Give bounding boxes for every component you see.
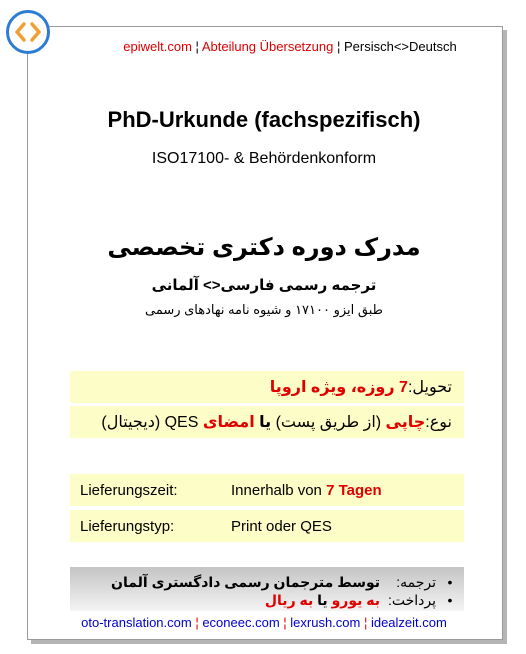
link-oto-translation[interactable]: oto-translation.com: [81, 615, 192, 630]
fa-type-qes: QES (دیجیتال): [101, 414, 203, 431]
bullet: •: [447, 574, 453, 590]
document-subtitle: ISO17100- & Behördenkonform: [151, 150, 377, 167]
fa-type-print: چاپی: [385, 414, 426, 431]
fa-delivery-row: [70, 371, 464, 403]
de-delivery-value: 7 Tagen: [326, 481, 382, 499]
fa-delivery-label: تحویل:: [407, 379, 452, 396]
de-delivery-label: Lieferungszeit:: [80, 481, 178, 499]
link-econeec[interactable]: econeec.com: [202, 615, 280, 630]
link-idealzeit[interactable]: idealzeit.com: [370, 615, 447, 630]
payment-rial: به ریال: [264, 591, 314, 608]
de-type-value: Print oder QES: [231, 517, 332, 535]
translation-label: ترجمه:: [396, 573, 436, 590]
payment-euro: به یورو: [331, 591, 380, 608]
de-type-label: Lieferungstyp:: [80, 517, 175, 535]
separator: ¦: [360, 615, 371, 630]
fa-type-label: نوع:: [425, 414, 452, 431]
separator: ¦: [279, 615, 291, 630]
persian-subtitle: ترجمه رسمی فارسی<> آلمانی: [151, 277, 377, 294]
fa-type-mid: (از طریق پست): [271, 414, 386, 431]
separator: ¦: [191, 39, 202, 54]
payment-or: یا: [313, 591, 332, 608]
translation-payment-box: [70, 567, 464, 611]
code-brackets-icon: [6, 10, 50, 54]
de-type-row: [70, 510, 464, 542]
fa-delivery-value: 7 روزه، ویژه اروپا: [269, 379, 408, 396]
de-delivery-row: [70, 474, 464, 506]
fa-type-row: [70, 406, 464, 438]
department-link[interactable]: Abteilung Übersetzung: [201, 39, 334, 54]
translation-value: توسط مترجمان رسمی دادگستری آلمان: [111, 573, 380, 590]
de-delivery-prefix: Innerhalb von: [231, 481, 327, 499]
fa-type-sign: امضای: [202, 414, 260, 431]
separator: ¦: [191, 615, 203, 630]
language-pair: Persisch<>Deutsch: [343, 39, 457, 54]
persian-title: مدرک دوره دکتری تخصصی: [107, 234, 421, 261]
bullet: •: [447, 592, 453, 608]
list-item: [70, 573, 464, 591]
header-line: [60, 39, 520, 54]
payment-label: پرداخت:: [387, 591, 436, 608]
link-lexrush[interactable]: lexrush.com: [290, 615, 361, 630]
fa-type-or: یا: [259, 414, 272, 431]
persian-standard-note: طبق ایزو ۱۷۱۰۰ و شیوه نامه نهادهای رسمی: [144, 302, 383, 317]
site-link[interactable]: epiwelt.com: [123, 39, 192, 54]
separator: ¦: [333, 39, 344, 54]
list-item: [70, 591, 464, 609]
footer-links: [27, 615, 501, 630]
document-title: PhD-Urkunde (fachspezifisch): [107, 107, 421, 132]
